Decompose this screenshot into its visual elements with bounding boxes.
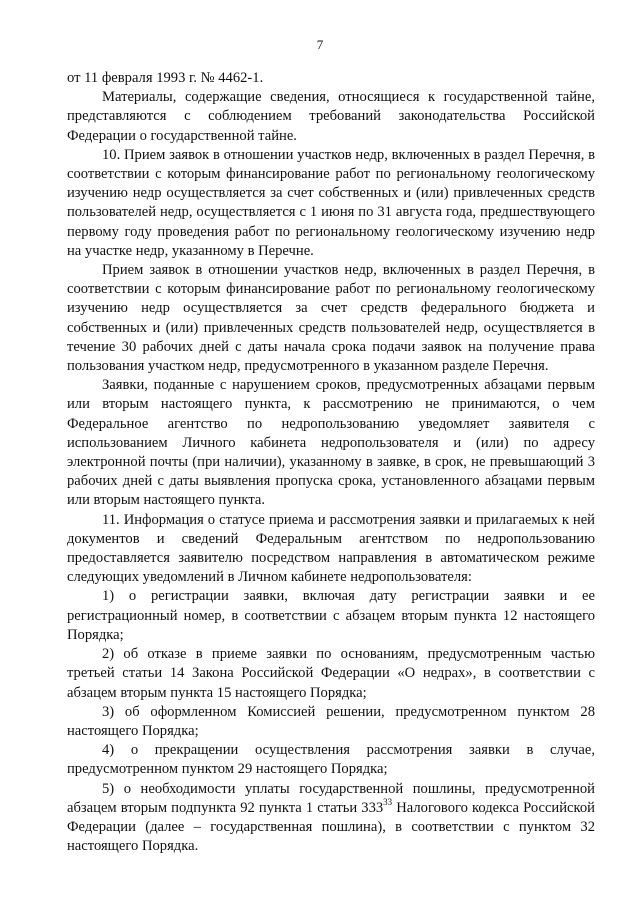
paragraph-item-10-late-applications: Заявки, поданные с нарушением сроков, предусмотренных абзацами первым или вторым настоящего пункта, к рассмотрению не принимаются, о чем Федеральное агентство по недропользованию уведомляет заявителя с использованием Личного кабинета недропользователя и (или) по адресу электронной почты (при наличии), указанному в заявке, в срок, не превышающий 3 рабочих дней с даты выявления пропуска срока, установленного абзацами первым или вторым настоящего пункта.	[67, 377, 595, 509]
list-item-5-text-end: Налогового кодекса Российской Федерации (далее – государственная пошлина), в соответствии с пунктом 32 настоящего Порядка.	[67, 799, 595, 855]
paragraph-state-secret: Материалы, содержащие сведения, относящиеся к государственной тайне, представляются с соблюдением требований законодательства Российской Федерации о государственной тайне.	[67, 89, 595, 144]
list-item-1-registration: 1) о регистрации заявки, включая дату регистрации заявки и ее регистрационный номер, в соответствии с абзацем вторым пункта 12 настоящего Порядка;	[67, 588, 595, 643]
list-item-5-state-fee	[67, 780, 595, 857]
paragraph-item-10: 10. Прием заявок в отношении участков недр, включенных в раздел Перечня, в соответствии с которым финансирование работ по региональному геологическому изучению недр осуществляется за счет собственных и (или) привлеченных средств пользователей недр, осуществляется с 1 июня по 31 августа года, предшествующего первому году проведения работ по региональному геологическому изучению недр на участке недр, указанному в Перечне.	[67, 146, 595, 259]
paragraph-item-10-federal-budget: Прием заявок в отношении участков недр, включенных в раздел Перечня, в соответствии с которым финансирование работ по региональному геологическому изучению недр осуществляется за счет средств федерального бюджета и собственных и (или) привлеченных средств пользователей недр, осуществляется в течение 30 рабочих дней с даты начала срока подачи заявок на получение права пользования участком недр, предусмотренного в указанном разделе Перечня.	[67, 262, 595, 375]
list-item-5-text-start: 5) о необходимости уплаты государственной пошлины, предусмотренной абзацем вторым подпункта 92 пункта 1 статьи 333	[67, 780, 595, 816]
document-body	[67, 69, 595, 856]
list-item-3-commission-decision: 3) об оформленном Комиссией решении, предусмотренном пунктом 28 настоящего Порядка;	[67, 703, 595, 739]
list-item-2-refusal: 2) об отказе в приеме заявки по основаниям, предусмотренным частью третьей статьи 14 Закона Российской Федерации «О недрах», в соответствии с абзацем вторым пункта 15 настоящего Порядка;	[67, 646, 595, 701]
list-item-4-termination: 4) о прекращении осуществления рассмотрения заявки в случае, предусмотренном пунктом 29 настоящего Порядка;	[67, 742, 595, 778]
article-superscript: 33	[383, 796, 393, 807]
paragraph-continuation: от 11 февраля 1993 г. № 4462-1.	[67, 70, 264, 86]
paragraph-item-11: 11. Информация о статусе приема и рассмотрения заявки и прилагаемых к ней документов и сведений Федеральным агентством по недропользованию предоставляется заявителю посредством направления в автоматическом режиме следующих уведомлений в Личном кабинете недропользователя:	[67, 511, 595, 586]
page-number: 7	[316, 37, 324, 52]
